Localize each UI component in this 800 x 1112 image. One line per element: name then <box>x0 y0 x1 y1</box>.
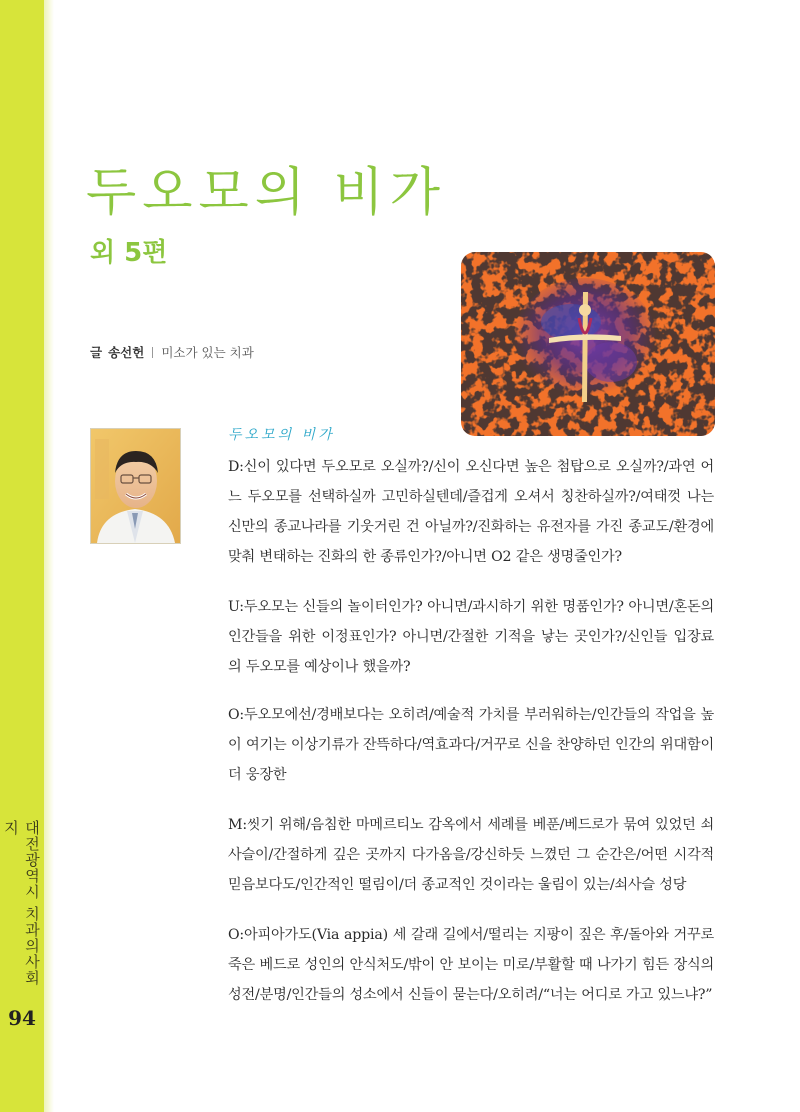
artwork-image <box>461 252 715 436</box>
artwork-painting <box>461 252 715 436</box>
poem-stanza: M:씻기 위해/음침한 마메르티노 감옥에서 세례를 베푼/베드로가 묶여 있었던 쇠사슬이/간절하게 깊은 곳까지 다가옴을/강신하듯 느꼈던 그 순간은/어떤 시각적 믿음보다도/인간적인 떨림이/더 종교적인 것이라는 울림이 있는/쇠사슬 성당 <box>228 817 714 893</box>
magazine-name: 대전광역시 치과의사회지 <box>2 820 41 986</box>
magazine-name-vertical <box>4 820 40 990</box>
article-subtitle: 외 5편 <box>90 238 168 268</box>
poem-title: 두오모의 비가 <box>228 427 335 443</box>
side-band-shade <box>44 0 54 1112</box>
portrait-photo <box>91 429 180 543</box>
author-portrait <box>90 428 181 544</box>
author-affiliation: 미소가 있는 치과 <box>161 345 254 360</box>
poem-stanza: O:아피아가도(Via appia) 세 갈래 길에서/떨리는 지팡이 짚은 후/돌아와 거꾸로 죽은 베드로 성인의 안식처도/밖이 안 보이는 미로/부활할 때 나가기 힘든 장식의 성전/분명/인간들의 성소에서 신들이 묻는다/오히려/“너는 어디로 가고 있느냐?” <box>228 927 714 1003</box>
byline-label: 글 <box>90 345 103 360</box>
article-title: 두오모의 비가 <box>86 163 446 223</box>
poem-stanza: U:두오모는 신들의 놀이터인가? 아니면/과시하기 위한 명품인가? 아니면/혼돈의 인간들을 위한 이정표인가? 아니면/간절한 기적을 낳는 곳인가?/신인들 입장료의 두오모를 예상이나 했을까? <box>228 599 714 675</box>
author-name: 송선헌 <box>108 345 145 360</box>
poem-stanza: O:두오모에선/경배보다는 오히려/예술적 가치를 부러워하는/인간들의 작업을 높이 여기는 이상기류가 잔뜩하다/역효과다/거꾸로 신을 찬양하던 인간의 위대함이 더 웅장한 <box>228 707 714 783</box>
page-number: 94 <box>8 1006 36 1030</box>
byline-divider <box>152 347 153 358</box>
poem-stanza: D:신이 있다면 두오모로 오실까?/신이 오신다면 높은 첨탑으로 오실까?/과연 어느 두오모를 선택하실까 고민하실텐데/즐겁게 오셔서 칭찬하실까?/여태껏 나는 신만의 종교나라를 기웃거린 건 아닐까?/진화하는 유전자를 가진 종교도/환경에 맞춰 변태하는 진화의 한 종류인가?/아니면 O2 같은 생명줄인가? <box>228 459 714 565</box>
byline <box>90 343 254 361</box>
